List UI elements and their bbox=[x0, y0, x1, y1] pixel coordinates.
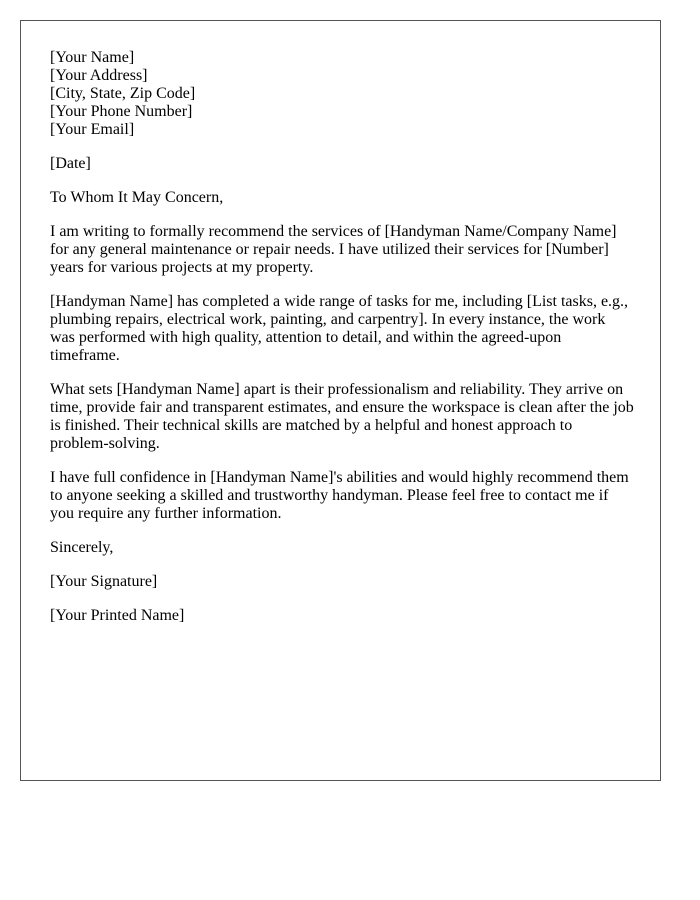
text-line: I have full confidence in [Handyman Name]'s abilities and would highly recommend them bbox=[50, 469, 629, 486]
text-line: I am writing to formally recommend the services of [Handyman Name/Company Name] bbox=[50, 223, 617, 240]
sender-phone: [Your Phone Number] bbox=[50, 103, 193, 120]
text-line: What sets [Handyman Name] apart is their professionalism and reliability. They arrive on bbox=[50, 381, 624, 398]
text-line: timeframe. bbox=[50, 347, 120, 364]
letter-page bbox=[20, 20, 661, 781]
text-line: years for various projects at my property. bbox=[50, 259, 314, 276]
text-line: [Handyman Name] has completed a wide range of tasks for me, including [List tasks, e.g., bbox=[50, 293, 629, 310]
closing: Sincerely, bbox=[50, 539, 114, 556]
sender-address: [Your Address] bbox=[50, 67, 148, 84]
body-paragraph-3 bbox=[50, 381, 634, 453]
body-paragraph-2 bbox=[50, 293, 634, 365]
text-line: problem-solving. bbox=[50, 435, 160, 452]
text-line: for any general maintenance or repair needs. I have utilized their services for [Number] bbox=[50, 241, 609, 258]
text-line: time, provide fair and transparent estimates, and ensure the workspace is clean after the job bbox=[50, 399, 634, 416]
date: [Date] bbox=[50, 155, 91, 172]
text-line: is finished. Their technical skills are matched by a helpful and honest approach to bbox=[50, 417, 573, 434]
sender-name: [Your Name] bbox=[50, 49, 135, 66]
letter-content bbox=[50, 49, 634, 641]
text-line: was performed with high quality, attention to detail, and within the agreed-upon bbox=[50, 329, 562, 346]
text-line: you require any further information. bbox=[50, 505, 282, 522]
salutation: To Whom It May Concern, bbox=[50, 189, 224, 206]
sender-email: [Your Email] bbox=[50, 121, 135, 138]
signature: [Your Signature] bbox=[50, 573, 158, 590]
printed-name: [Your Printed Name] bbox=[50, 607, 185, 624]
body-paragraph-4 bbox=[50, 469, 634, 523]
text-line: to anyone seeking a skilled and trustworthy handyman. Please feel free to contact me if bbox=[50, 487, 609, 504]
sender-city: [City, State, Zip Code] bbox=[50, 85, 196, 102]
body-paragraph-1 bbox=[50, 223, 634, 277]
sender-block bbox=[50, 49, 634, 139]
text-line: plumbing repairs, electrical work, painting, and carpentry]. In every instance, the work bbox=[50, 311, 606, 328]
